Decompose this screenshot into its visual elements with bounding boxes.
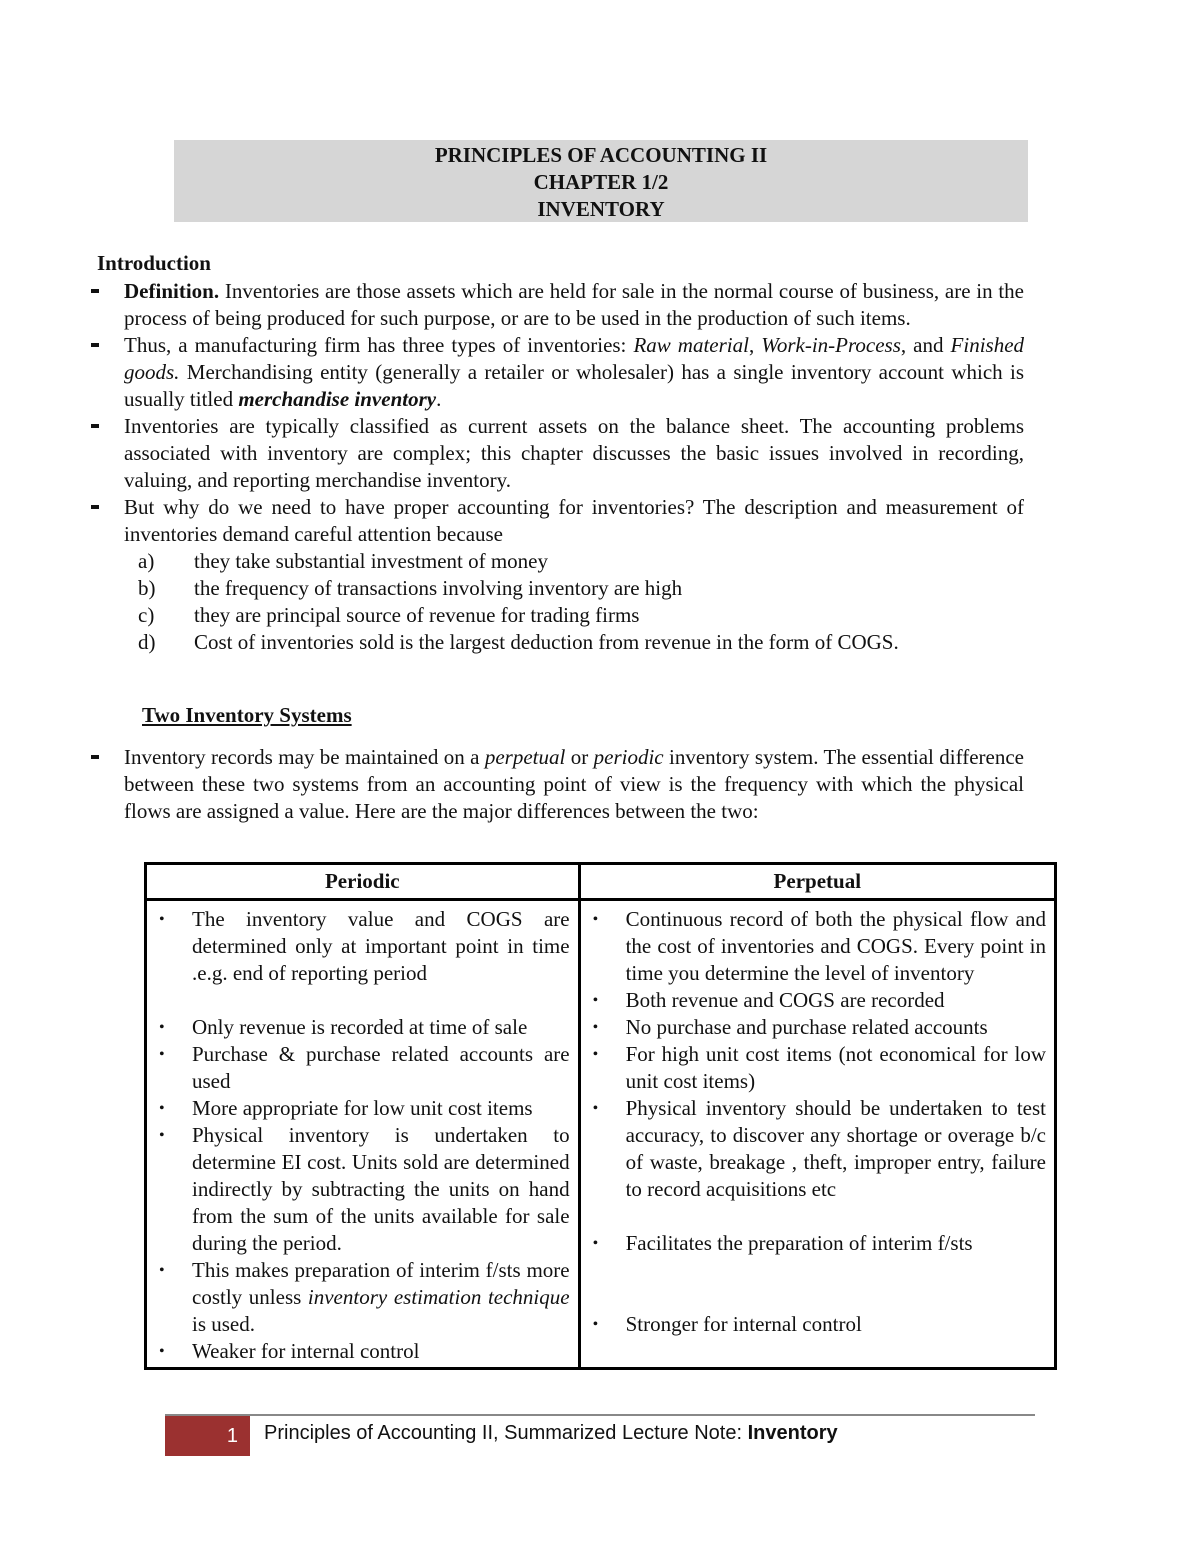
perpetual-term: perpetual <box>484 745 566 769</box>
bullet-dot-icon: • <box>592 1316 599 1333</box>
reason-text: they take substantial investment of money <box>194 549 549 573</box>
list-item <box>155 1014 570 1041</box>
bullet-dot-icon: • <box>159 1127 165 1144</box>
list-item <box>589 1311 1046 1338</box>
periodic-header: Periodic <box>146 864 580 900</box>
bullet-dot-icon: • <box>159 1046 165 1063</box>
item-text: Stronger for internal control <box>625 1312 862 1336</box>
reason-item <box>124 629 1024 656</box>
text-fragment: Thus, a manufacturing firm has three types of inventories: <box>124 333 634 357</box>
page-number: 1 <box>165 1416 250 1456</box>
text-fragment: , and <box>900 333 951 357</box>
bullet-dot-icon: • <box>159 1343 165 1360</box>
footer-caption-bold: Inventory <box>747 1422 838 1444</box>
bullet-dot-icon: • <box>159 1100 165 1117</box>
chapter-label: CHAPTER 1/2 <box>533 170 669 194</box>
item-text: For high unit cost items (not economical for low unit cost items) <box>625 1042 1046 1093</box>
reasons-list <box>124 548 1024 656</box>
bullet-dot-icon: • <box>159 1019 165 1036</box>
text-fragment: . <box>436 387 442 411</box>
reason-text: they are principal source of revenue for trading firms <box>194 603 640 627</box>
reason-item <box>124 548 1024 575</box>
bullet-dot-icon: • <box>592 1019 599 1036</box>
square-bullet-icon <box>91 505 99 509</box>
square-bullet-icon <box>91 424 99 428</box>
item-text: Purchase & purchase related accounts are used <box>192 1042 570 1093</box>
text-fragment: inventory system. The essential difference between these two systems from an accounting point of view is the frequency with which the physical flows are assigned a value. Here are the major differences between the two: <box>124 745 1024 823</box>
list-item <box>155 1095 570 1122</box>
list-item <box>589 1041 1046 1095</box>
course-title: PRINCIPLES OF ACCOUNTING II <box>434 143 768 167</box>
list-item <box>155 1122 570 1257</box>
footer-rule <box>165 1414 1035 1416</box>
definition-bullet <box>90 278 1024 332</box>
perpetual-cell <box>579 900 1055 1369</box>
text-fragment: , <box>748 333 762 357</box>
why-accounting-text: But why do we need to have proper accounting for inventories? The description and measurement of inventories demand careful attention because <box>124 495 1024 546</box>
item-text: Facilitates the preparation of interim f/sts <box>625 1231 973 1255</box>
square-bullet-icon <box>91 755 99 759</box>
classification-text: Inventories are typically classified as current assets on the balance sheet. The accounting problems associated with inventory are complex; this chapter discusses the basic issues involved in recording, valuing, and reporting merchandise inventory. <box>124 414 1024 492</box>
reason-text: the frequency of transactions involving inventory are high <box>194 576 683 600</box>
bullet-dot-icon: • <box>592 1100 599 1117</box>
list-item <box>589 906 1046 987</box>
list-item <box>155 1338 570 1365</box>
reason-text: Cost of inventories sold is the largest deduction from revenue in the form of COGS. <box>194 630 899 654</box>
why-accounting-bullet <box>90 494 1024 656</box>
estimation-technique-term: inventory estimation technique <box>307 1285 570 1309</box>
periodic-cell <box>146 900 580 1369</box>
perpetual-list <box>589 906 1046 1338</box>
item-text: Both revenue and COGS are recorded <box>625 988 945 1012</box>
item-text: The inventory value and COGS are determined only at important point in time .e.g. end of reporting period <box>192 907 570 985</box>
bullet-dot-icon: • <box>592 1046 599 1063</box>
list-item <box>155 1257 570 1338</box>
list-item <box>589 987 1046 1014</box>
item-text: Continuous record of both the physical flow and the cost of inventories and COGS. Every point in time you determine the level of inventory <box>625 907 1046 985</box>
raw-material-term: Raw material <box>633 333 749 357</box>
intro-bullet-list <box>90 278 1024 656</box>
table-body-row <box>146 900 1056 1369</box>
classification-bullet <box>90 413 1024 494</box>
bullet-dot-icon: • <box>592 992 599 1009</box>
bullet-dot-icon: • <box>159 911 165 928</box>
item-text: Physical inventory should be undertaken to test accuracy, to discover any shortage or overage b/c of waste, breakage , theft, improper entry, failure to record acquisitions etc <box>625 1096 1046 1201</box>
table-header-row <box>146 864 1056 900</box>
periodic-list <box>155 906 570 1365</box>
periodic-term: periodic <box>593 745 664 769</box>
text-fragment: or <box>565 745 594 769</box>
item-text: Physical inventory is undertaken to determine EI cost. Units sold are determined indirectly by subtracting the units on hand from the sum of the units available for sale during the period. <box>192 1123 570 1255</box>
square-bullet-icon <box>91 289 99 293</box>
merchandise-inventory-term: merchandise inventory <box>238 387 437 411</box>
item-text: is used. <box>192 1312 255 1336</box>
chapter-title: INVENTORY <box>537 197 665 221</box>
list-item <box>155 1041 570 1095</box>
systems-bullet <box>90 744 1024 825</box>
text-fragment: Merchandising entity (generally a retailer or wholesaler) has a single inventory account which is usually titled <box>124 360 1024 411</box>
item-text: Weaker for internal control <box>192 1339 420 1363</box>
square-bullet-icon <box>91 343 99 347</box>
list-item <box>589 1014 1046 1041</box>
comparison-table <box>144 862 1057 1370</box>
bullet-dot-icon: • <box>592 1235 599 1252</box>
list-item <box>589 1095 1046 1203</box>
definition-label: Definition. <box>124 279 220 303</box>
text-fragment: Inventory records may be maintained on a <box>124 745 485 769</box>
footer-caption <box>264 1422 838 1445</box>
perpetual-header: Perpetual <box>579 864 1055 900</box>
list-item <box>155 906 570 987</box>
footer-caption-text: Principles of Accounting II, Summarized Lecture Note: <box>264 1422 748 1444</box>
introduction-heading: Introduction <box>97 251 211 275</box>
reason-letter: d) <box>138 630 156 654</box>
reason-item <box>124 602 1024 629</box>
title-block <box>174 140 1028 222</box>
reason-letter: b) <box>138 576 156 600</box>
item-text: Only revenue is recorded at time of sale <box>192 1015 528 1039</box>
reason-item <box>124 575 1024 602</box>
definition-text: Inventories are those assets which are held for sale in the normal course of business, are in the process of being produced for such purpose, or are to be used in the production of such items. <box>124 279 1024 330</box>
item-text: More appropriate for low unit cost items <box>192 1096 533 1120</box>
finished-goods-term: Finished goods. <box>124 333 1025 384</box>
item-text: This makes preparation of interim f/sts more costly unless <box>192 1258 570 1309</box>
two-systems-heading: Two Inventory Systems <box>142 703 352 727</box>
bullet-dot-icon: • <box>159 1262 165 1279</box>
reason-letter: c) <box>138 603 155 627</box>
bullet-dot-icon: • <box>592 911 599 928</box>
systems-bullet-list <box>90 744 1024 825</box>
list-item <box>589 1230 1046 1257</box>
wip-term: Work-in-Process <box>761 333 901 357</box>
item-text: No purchase and purchase related accounts <box>625 1015 988 1039</box>
inventory-types-bullet <box>90 332 1024 413</box>
reason-letter: a) <box>138 549 155 573</box>
